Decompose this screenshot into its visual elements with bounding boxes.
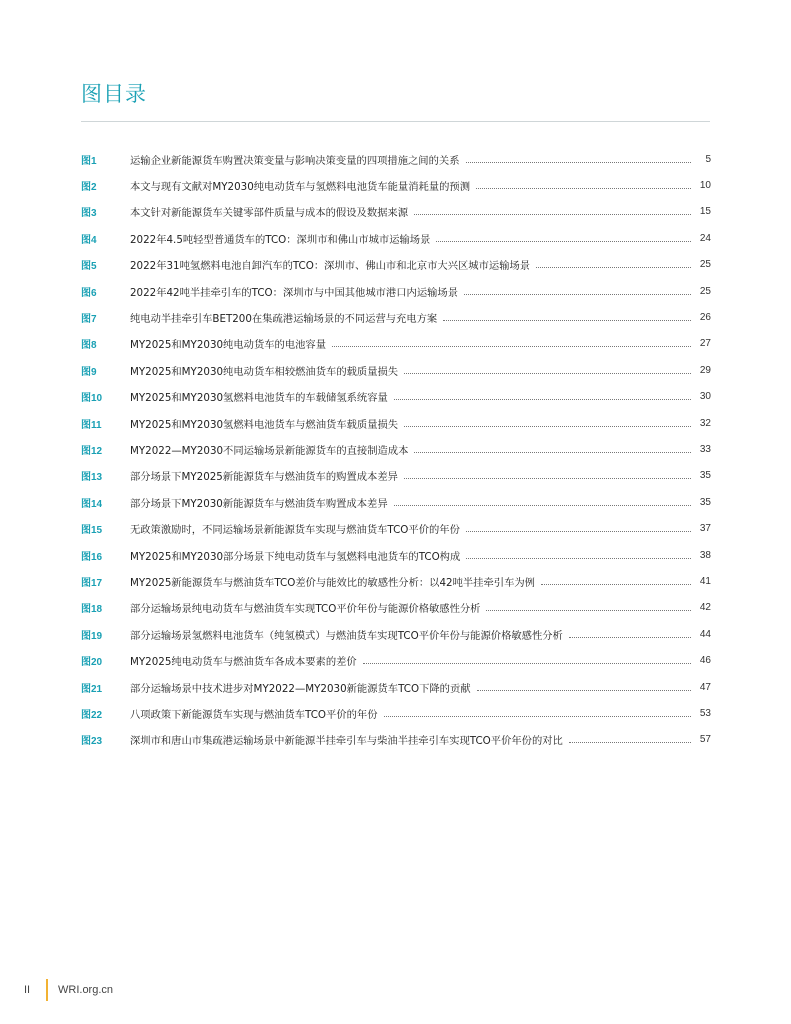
figure-number: 图2 <box>81 182 97 194</box>
page-ref: 27 <box>699 338 711 350</box>
dot-leader <box>464 294 691 295</box>
figure-number: 图19 <box>81 630 103 642</box>
toc-entry[interactable] <box>81 357 711 383</box>
figure-title: 本文针对新能源货车关键零部件质量与成本的假设及数据来源 <box>130 207 409 220</box>
figure-number: 图22 <box>81 709 103 721</box>
figure-title: 深圳市和唐山市集疏港运输场景中新能源半挂牵引车与柴油半挂牵引车实现TCO平价年份的对比 <box>130 735 563 748</box>
figure-number: 图20 <box>81 657 103 669</box>
title-divider <box>81 121 710 122</box>
figure-number: 图13 <box>81 472 103 484</box>
toc-entry[interactable] <box>81 647 711 673</box>
figure-number: 图16 <box>81 551 103 563</box>
figure-number: 图23 <box>81 736 103 748</box>
figure-number: 图17 <box>81 577 103 589</box>
page-ref: 32 <box>699 417 711 429</box>
figure-title: 纯电动半挂牵引车BET200在集疏港运输场景的不同运营与充电方案 <box>130 313 438 326</box>
dot-leader <box>404 478 691 479</box>
toc-entry[interactable] <box>81 252 711 278</box>
toc-entry[interactable] <box>81 384 711 410</box>
dot-leader <box>466 558 691 559</box>
toc-entry[interactable] <box>81 304 711 330</box>
dot-leader <box>384 716 691 717</box>
figure-number: 图15 <box>81 525 103 537</box>
figure-title: 无政策激励时，不同运输场景新能源货车实现与燃油货车TCO平价的年份 <box>130 524 460 537</box>
figure-title: 部分场景下MY2025新能源货车与燃油货车的购置成本差异 <box>130 471 398 484</box>
dot-leader <box>394 399 691 400</box>
dot-leader <box>404 373 691 374</box>
figure-title: 部分运输场景纯电动货车与燃油货车实现TCO平价年份与能源价格敏感性分析 <box>130 603 481 616</box>
figure-number: 图3 <box>81 208 97 220</box>
page-number: II <box>24 984 31 996</box>
page-ref: 35 <box>699 470 711 482</box>
dot-leader <box>476 188 691 189</box>
page-ref: 44 <box>699 628 711 640</box>
dot-leader <box>477 690 691 691</box>
figure-number: 图21 <box>81 683 103 695</box>
page-ref: 41 <box>699 575 711 587</box>
page-ref: 5 <box>705 153 711 165</box>
page-ref: 25 <box>699 285 711 297</box>
dot-leader <box>466 162 692 163</box>
figure-number: 图14 <box>81 498 103 510</box>
dot-leader <box>569 742 691 743</box>
toc-entry[interactable] <box>81 542 711 568</box>
page-ref: 25 <box>699 259 711 271</box>
toc-entry[interactable] <box>81 436 711 462</box>
figure-number: 图9 <box>81 366 97 378</box>
figure-title: MY2025新能源货车与燃油货车TCO差价与能效比的敏感性分析：以42吨半挂牵引车为例 <box>130 576 535 589</box>
toc-entry[interactable] <box>81 463 711 489</box>
toc-entry[interactable] <box>81 331 711 357</box>
page-ref: 26 <box>699 312 711 324</box>
dot-leader <box>394 505 691 506</box>
figure-title: 部分场景下MY2030新能源货车与燃油货车购置成本差异 <box>130 497 388 510</box>
figure-number: 图18 <box>81 604 103 616</box>
page-ref: 30 <box>699 391 711 403</box>
toc-entry[interactable] <box>81 199 711 225</box>
page-ref: 47 <box>699 681 711 693</box>
page-ref: 37 <box>699 523 711 535</box>
dot-leader <box>414 214 691 215</box>
toc-entry[interactable] <box>81 172 711 198</box>
page-footer <box>24 980 113 1000</box>
dot-leader <box>569 637 691 638</box>
figure-title: MY2025和MY2030氢燃料电池货车的车载储氢系统容量 <box>130 392 388 405</box>
figure-number: 图11 <box>81 419 102 431</box>
figure-number: 图8 <box>81 340 97 352</box>
toc-entry[interactable] <box>81 410 711 436</box>
figure-title: 本文与现有文献对MY2030纯电动货车与氢燃料电池货车能量消耗量的预测 <box>130 181 470 194</box>
figure-title: 2022年31吨氢燃料电池自卸汽车的TCO：深圳市、佛山市和北京市大兴区城市运输场景 <box>130 260 531 273</box>
figure-title: MY2022—MY2030不同运输场景新能源货车的直接制造成本 <box>130 444 409 457</box>
dot-leader <box>414 452 691 453</box>
toc-entry[interactable] <box>81 727 711 753</box>
toc-entry[interactable] <box>81 595 711 621</box>
page-title: 图目录 <box>81 82 147 106</box>
figure-title: 运输企业新能源货车购置决策变量与影响决策变量的四项措施之间的关系 <box>130 154 460 167</box>
figure-title: MY2025和MY2030氢燃料电池货车与燃油货车载质量损失 <box>130 418 399 431</box>
figure-title: 2022年42吨半挂牵引车的TCO：深圳市与中国其他城市港口内运输场景 <box>130 286 459 299</box>
figure-title: MY2025和MY2030纯电动货车的电池容量 <box>130 339 327 352</box>
figure-title: MY2025和MY2030纯电动货车相较燃油货车的载质量损失 <box>130 365 399 378</box>
toc-entry[interactable] <box>81 278 711 304</box>
dot-leader <box>466 531 691 532</box>
page-ref: 57 <box>699 734 711 746</box>
page-ref: 53 <box>699 707 711 719</box>
figure-title: 2022年4.5吨轻型普通货车的TCO：深圳市和佛山市城市运输场景 <box>130 233 431 246</box>
dot-leader <box>443 320 691 321</box>
figure-number: 图12 <box>81 445 103 457</box>
toc-entry[interactable] <box>81 225 711 251</box>
dot-leader <box>541 584 691 585</box>
dot-leader <box>486 610 691 611</box>
page-ref: 46 <box>699 655 711 667</box>
toc-entry[interactable] <box>81 146 711 172</box>
page-ref: 10 <box>699 180 711 192</box>
page-ref: 42 <box>699 602 711 614</box>
figure-number: 图7 <box>81 314 97 326</box>
figure-number: 图10 <box>81 393 103 405</box>
page-ref: 29 <box>699 364 711 376</box>
toc-entry[interactable] <box>81 568 711 594</box>
figure-list <box>81 146 711 753</box>
figure-number: 图6 <box>81 287 97 299</box>
figure-number: 图5 <box>81 261 97 273</box>
page-ref: 33 <box>699 443 711 455</box>
page-ref: 24 <box>699 232 711 244</box>
toc-entry[interactable] <box>81 674 711 700</box>
footer-accent-bar <box>46 979 48 1001</box>
figure-number: 图4 <box>81 234 97 246</box>
dot-leader <box>363 663 691 664</box>
page-ref: 38 <box>699 549 711 561</box>
figure-title: MY2025和MY2030部分场景下纯电动货车与氢燃料电池货车的TCO构成 <box>130 550 461 563</box>
figure-title: 部分运输场景氢燃料电池货车（纯氢模式）与燃油货车实现TCO平价年份与能源价格敏感性分析 <box>130 629 563 642</box>
toc-entry[interactable] <box>81 489 711 515</box>
toc-entry[interactable] <box>81 700 711 726</box>
figure-title: MY2025纯电动货车与燃油货车各成本要素的差价 <box>130 656 357 669</box>
figure-title: 部分运输场景中技术进步对MY2022—MY2030新能源货车TCO下降的贡献 <box>130 682 471 695</box>
dot-leader <box>404 426 691 427</box>
toc-entry[interactable] <box>81 515 711 541</box>
dot-leader <box>536 267 691 268</box>
page-ref: 35 <box>699 496 711 508</box>
dot-leader <box>332 346 691 347</box>
page-ref: 15 <box>699 206 711 218</box>
figure-number: 图1 <box>81 155 97 167</box>
figure-title: 八项政策下新能源货车实现与燃油货车TCO平价的年份 <box>130 708 378 721</box>
toc-entry[interactable] <box>81 621 711 647</box>
dot-leader <box>436 241 691 242</box>
footer-site-link[interactable]: WRI.org.cn <box>58 984 114 996</box>
